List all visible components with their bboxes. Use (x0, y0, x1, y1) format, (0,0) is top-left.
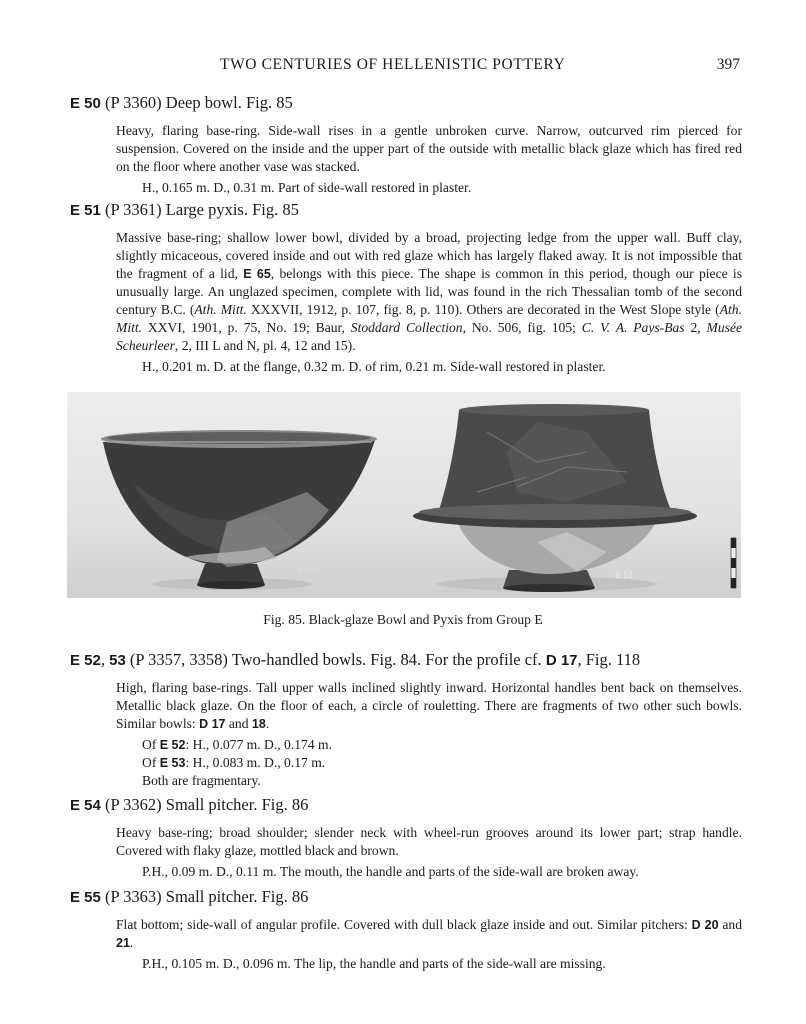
text-run: Flat bottom; side-wall of angular profile. Covered with dull black glaze inside and out. Similar pitchers: (116, 917, 692, 932)
entry-title: (P 3360) Deep bowl. Fig. 85 (104, 93, 293, 112)
catalogue-number: 53 (109, 652, 126, 669)
catalogue-number: E 54 (70, 797, 101, 814)
text-run: and (225, 716, 252, 731)
entry-note: Both are fragmentary. (142, 773, 261, 788)
entry-e50 (70, 93, 742, 197)
text-run: , belongs with this piece. The shape is common in this period, though our piece is unusually large. An unglazed specimen, complete with lid, was found in the rich Thessalian tomb of the second century B.C. ( (116, 266, 742, 317)
catalogue-number: E 51 (70, 202, 101, 219)
entry-title: (P 3362) Small pitcher. Fig. 86 (104, 795, 309, 814)
entry-measurements: P.H., 0.105 m. D., 0.096 m. The lip, the handle and parts of the side-wall are missing. (142, 956, 606, 971)
entry-measurements (142, 754, 742, 772)
cross-reference: 21 (116, 936, 130, 950)
page-number: 397 (716, 56, 740, 73)
entry-e54 (70, 795, 742, 881)
text-run: . (265, 716, 270, 731)
entry-description (116, 679, 742, 733)
italic-citation: Stoddard Collection (350, 320, 463, 335)
catalogue-number: E 55 (70, 889, 101, 906)
entry-measurements (142, 736, 742, 754)
figure-label-left: E 50 (297, 566, 316, 576)
entry-heading (70, 887, 742, 908)
scale-bar (731, 538, 736, 588)
entry-e51 (70, 200, 742, 376)
bowl-and-pyxis-photo (67, 392, 741, 598)
entry-description (116, 229, 742, 355)
figure-label-right: E 51 (615, 570, 634, 580)
large-pyxis-e51 (413, 404, 697, 592)
entry-heading (70, 93, 742, 114)
catalogue-number: E 52 (70, 652, 101, 669)
catalogue-number: E 50 (70, 95, 101, 112)
cross-reference: E 65 (243, 267, 271, 281)
text-run: XXVI, 1901, p. 75, No. 19; Baur, (142, 320, 351, 335)
cross-reference: D 17 (199, 717, 226, 731)
entry-heading (70, 200, 742, 221)
deep-bowl-e50 (101, 430, 377, 589)
entry-heading (70, 650, 742, 671)
text-run: and (718, 917, 743, 932)
text-run: , Fig. 118 (577, 650, 641, 669)
running-head (70, 56, 740, 76)
running-title: TWO CENTURIES OF HELLENISTIC POTTERY (220, 56, 566, 73)
cross-reference: D 17 (545, 652, 578, 669)
text-run: Of (142, 755, 160, 770)
entry-title: (P 3363) Small pitcher. Fig. 86 (104, 887, 309, 906)
cross-reference: D 20 (691, 918, 719, 932)
cross-reference: E 53 (159, 756, 186, 770)
text-run: : H., 0.083 m. D., 0.17 m. (185, 755, 326, 770)
text-run: , 2, III L and N, pl. 4, 12 and 15). (174, 338, 356, 353)
italic-citation: Ath. Mitt. (194, 302, 247, 317)
italic-citation: C. V. A. Pays-Bas (581, 320, 685, 335)
entry-measurements: H., 0.201 m. D. at the flange, 0.32 m. D. of rim, 0.21 m. Side-wall restored in plaster. (142, 359, 606, 374)
entry-measurements: P.H., 0.09 m. D., 0.11 m. The mouth, the handle and parts of the side-wall are broken away. (142, 864, 639, 879)
cross-reference: E 52 (159, 738, 186, 752)
text-run: High, flaring base-rings. Tall upper walls inclined slightly inward. Horizontal handles bent back on themselves. Metallic black glaze. On the floor of each, a circle of rouletting. There are fragments of two other such bowls. Similar bowls: (116, 680, 742, 731)
entry-description (116, 916, 742, 952)
text-run: , No. 506, fig. 105; (462, 320, 582, 335)
figure-85-photograph (67, 392, 741, 598)
figure-caption: Fig. 85. Black-glaze Bowl and Pyxis from Group E (263, 612, 543, 627)
entry-description: Heavy, flaring base-ring. Side-wall rises in a gentle unbroken curve. Narrow, outcurved rim pierced for suspension. Covered on the inside and the upper part of the outside with metallic black glaze which has fired red on the floor where another vase was stacked. (116, 123, 742, 174)
text-run: , (100, 650, 110, 669)
text-run: : H., 0.077 m. D., 0.174 m. (185, 737, 332, 752)
entry-description: Heavy base-ring; broad shoulder; slender neck with wheel-run grooves around its lower part; strap handle. Covered with flaky glaze, mottled black and brown. (116, 825, 742, 858)
entry-heading (70, 795, 742, 816)
italic-citation: Musée Scheurleer (116, 320, 742, 353)
text-run: . (129, 935, 134, 950)
italic-citation: Ath. Mitt. (116, 302, 742, 335)
entry-e52-53 (70, 650, 742, 790)
entry-measurements: H., 0.165 m. D., 0.31 m. Part of side-wall restored in plaster. (142, 180, 472, 195)
entry-title: (P 3357, 3358) Two-handled bowls. Fig. 84. For the profile cf. (125, 650, 546, 669)
entry-e55 (70, 887, 742, 973)
entry-title: (P 3361) Large pyxis. Fig. 85 (104, 200, 299, 219)
text-run: Of (142, 737, 160, 752)
text-run: Massive base-ring; shallow lower bowl, divided by a broad, projecting ledge from the upper wall. Buff clay, slightly micaceous, covered inside and out with red glaze which has largely flaked away. It is not impossible that the fragment of a lid, (116, 230, 742, 281)
text-run: XXXVII, 1912, p. 107, fig. 8, p. 110). Others are decorated in the West Slope style ( (246, 302, 720, 317)
text-run: 2, (684, 320, 707, 335)
cross-reference: 18 (251, 717, 266, 731)
